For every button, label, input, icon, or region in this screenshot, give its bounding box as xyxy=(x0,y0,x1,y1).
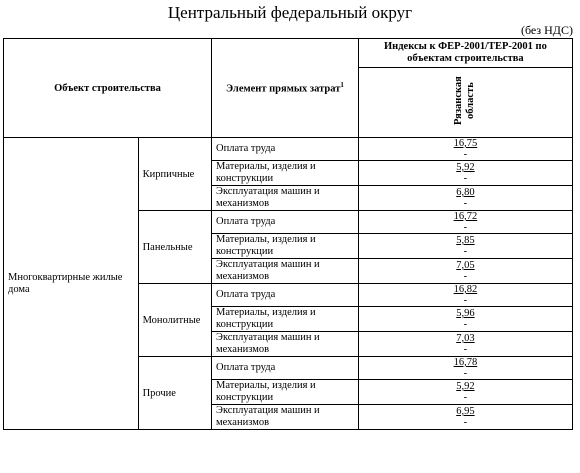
cost-element-cell: Оплата труда xyxy=(212,211,359,234)
index-subvalue: - xyxy=(463,222,468,233)
index-subvalue: - xyxy=(463,295,468,306)
index-subvalue: - xyxy=(463,149,468,160)
index-value: 6,80 xyxy=(456,187,475,198)
cost-element-cell: Эксплуатация машин и механизмов xyxy=(212,332,359,357)
index-value-cell xyxy=(358,405,572,430)
index-value: 6,95 xyxy=(456,406,475,417)
vat-note: (без НДС) xyxy=(520,23,573,37)
index-subvalue: - xyxy=(463,344,468,355)
index-value-cell xyxy=(358,161,572,186)
building-type-cell: Панельные xyxy=(138,211,211,284)
object-type-cell: Многоквартирные жилые дома xyxy=(4,138,139,430)
table-body xyxy=(4,138,573,430)
index-value: 5,85 xyxy=(456,235,475,246)
index-value: 16,82 xyxy=(453,284,478,295)
header-region xyxy=(358,68,572,138)
index-value: 5,96 xyxy=(456,308,475,319)
cost-element-cell: Эксплуатация машин и механизмов xyxy=(212,186,359,211)
header-element-footnote: 1 xyxy=(340,81,344,90)
cost-element-cell: Материалы, изделия и конструкции xyxy=(212,161,359,186)
page-title: Центральный федеральный округ xyxy=(167,3,413,22)
index-subvalue: - xyxy=(463,246,468,257)
index-subvalue: - xyxy=(463,271,468,282)
index-value-cell xyxy=(358,284,572,307)
index-value-cell xyxy=(358,332,572,357)
header-indices: Индексы к ФЕР-2001/ТЕР-2001 по объектам строительства xyxy=(358,39,572,68)
index-value-cell xyxy=(358,259,572,284)
table-row xyxy=(4,138,573,161)
index-subvalue: - xyxy=(463,198,468,209)
index-value: 5,92 xyxy=(456,162,475,173)
region-label: Рязанская область xyxy=(453,76,477,126)
index-value: 16,75 xyxy=(453,138,478,149)
index-value: 7,03 xyxy=(456,333,475,344)
index-value-cell xyxy=(358,307,572,332)
index-value-cell xyxy=(358,380,572,405)
index-subvalue: - xyxy=(463,319,468,330)
cost-element-cell: Материалы, изделия и конструкции xyxy=(212,380,359,405)
cost-element-cell: Оплата труда xyxy=(212,138,359,161)
index-value-cell xyxy=(358,186,572,211)
cost-element-cell: Эксплуатация машин и механизмов xyxy=(212,405,359,430)
index-subvalue: - xyxy=(463,392,468,403)
index-value: 7,05 xyxy=(456,260,475,271)
building-type-cell: Монолитные xyxy=(138,284,211,357)
index-table xyxy=(3,38,573,430)
index-value-cell xyxy=(358,357,572,380)
cost-element-cell: Материалы, изделия и конструкции xyxy=(212,234,359,259)
index-value-cell xyxy=(358,211,572,234)
cost-element-cell: Эксплуатация машин и механизмов xyxy=(212,259,359,284)
cost-element-cell: Материалы, изделия и конструкции xyxy=(212,307,359,332)
index-value: 16,78 xyxy=(453,357,478,368)
index-value-cell xyxy=(358,234,572,259)
index-value: 5,92 xyxy=(456,381,475,392)
header-element-label: Элемент прямых затрат xyxy=(225,83,341,95)
index-value: 16,72 xyxy=(453,211,478,222)
index-value-cell xyxy=(358,138,572,161)
header-object: Объект строительства xyxy=(4,39,212,138)
index-subvalue: - xyxy=(463,417,468,428)
header-element xyxy=(212,39,359,138)
cost-element-cell: Оплата труда xyxy=(212,284,359,307)
cost-element-cell: Оплата труда xyxy=(212,357,359,380)
index-subvalue: - xyxy=(463,368,468,379)
building-type-cell: Прочие xyxy=(138,357,211,430)
index-subvalue: - xyxy=(463,173,468,184)
building-type-cell: Кирпичные xyxy=(138,138,211,211)
